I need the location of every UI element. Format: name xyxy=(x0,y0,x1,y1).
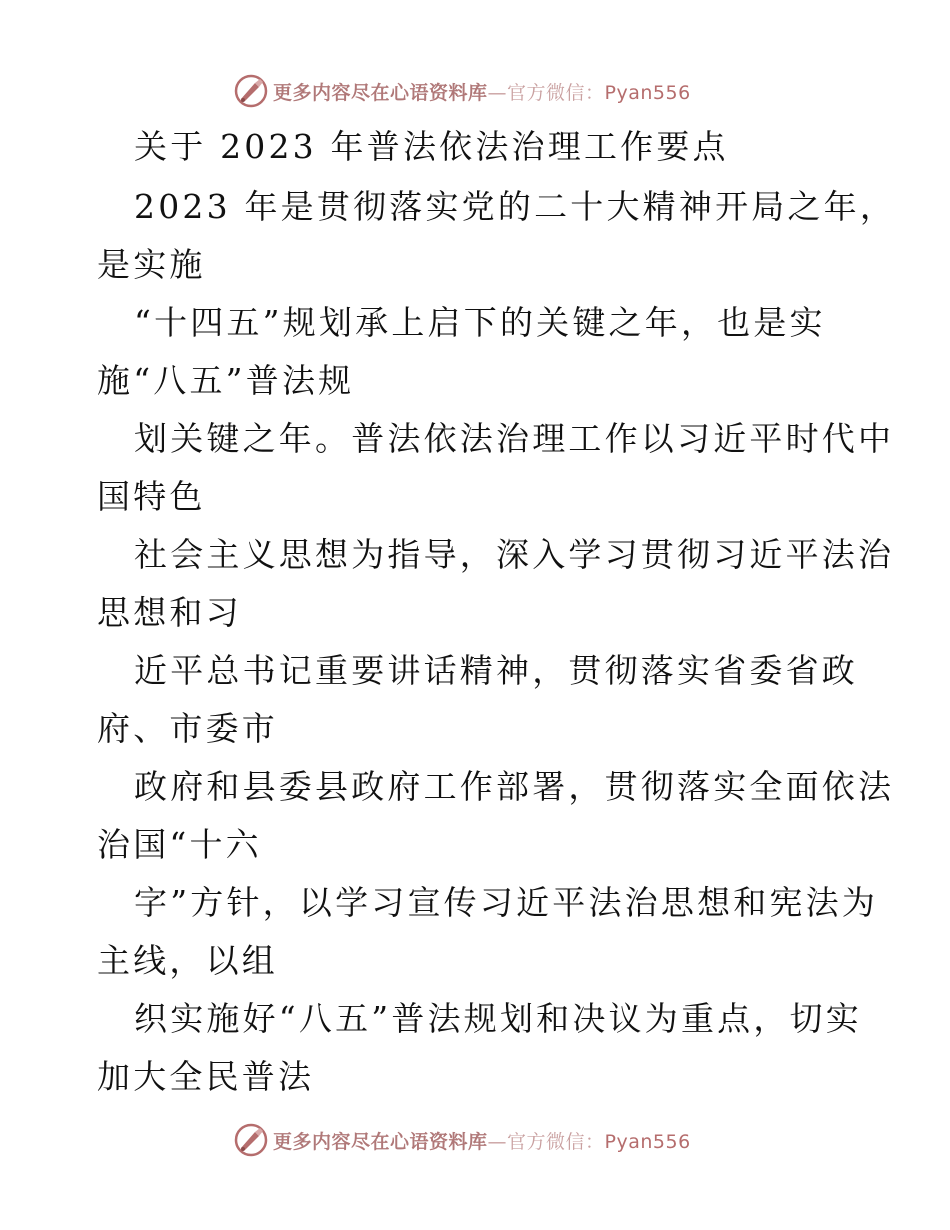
paragraph-line: 社会主义思想为指导，深入学习贯彻习近平法治 xyxy=(134,535,895,574)
document-title: 关于 2023 年普法依法治理工作要点 xyxy=(134,127,729,166)
paragraph-line: 国特色 xyxy=(97,477,206,516)
paragraph-line: 思想和习 xyxy=(97,593,242,632)
footer-watermark xyxy=(233,1120,691,1160)
paragraph-line: 近平总书记重要讲话精神，贯彻落实省委省政 xyxy=(134,651,858,690)
paragraph-line: 2023 年是贯彻落实党的二十大精神开局之年， xyxy=(134,187,897,226)
watermark-text: 更多内容尽在心语资料库—官方微信：Pyan556 xyxy=(273,1130,691,1153)
paragraph-line: 施“八五”普法规 xyxy=(97,361,355,400)
paragraph-line: 字”方针，以学习宣传习近平法治思想和宪法为 xyxy=(134,883,879,922)
paragraph-line: 加大全民普法 xyxy=(97,1057,315,1096)
paragraph-line: 织实施好“八五”普法规划和决议为重点，切实 xyxy=(134,999,862,1038)
paragraph-line: 划关键之年。普法依法治理工作以习近平时代中 xyxy=(134,419,895,458)
paragraph-line: 主线，以组 xyxy=(97,941,278,980)
paragraph-line: “十四五”规划承上启下的关键之年，也是实 xyxy=(134,303,826,342)
paragraph-line: 治国“十六 xyxy=(97,825,262,864)
pen-logo-icon xyxy=(233,1122,269,1158)
paragraph-line: 政府和县委县政府工作部署，贯彻落实全面依法 xyxy=(134,767,895,806)
paragraph-line: 是实施 xyxy=(97,245,206,284)
paragraph-line: 府、市委市 xyxy=(97,709,278,748)
pen-logo-icon xyxy=(233,73,269,109)
watermark-text: 更多内容尽在心语资料库—官方微信：Pyan556 xyxy=(273,81,691,104)
header-watermark xyxy=(233,71,691,111)
